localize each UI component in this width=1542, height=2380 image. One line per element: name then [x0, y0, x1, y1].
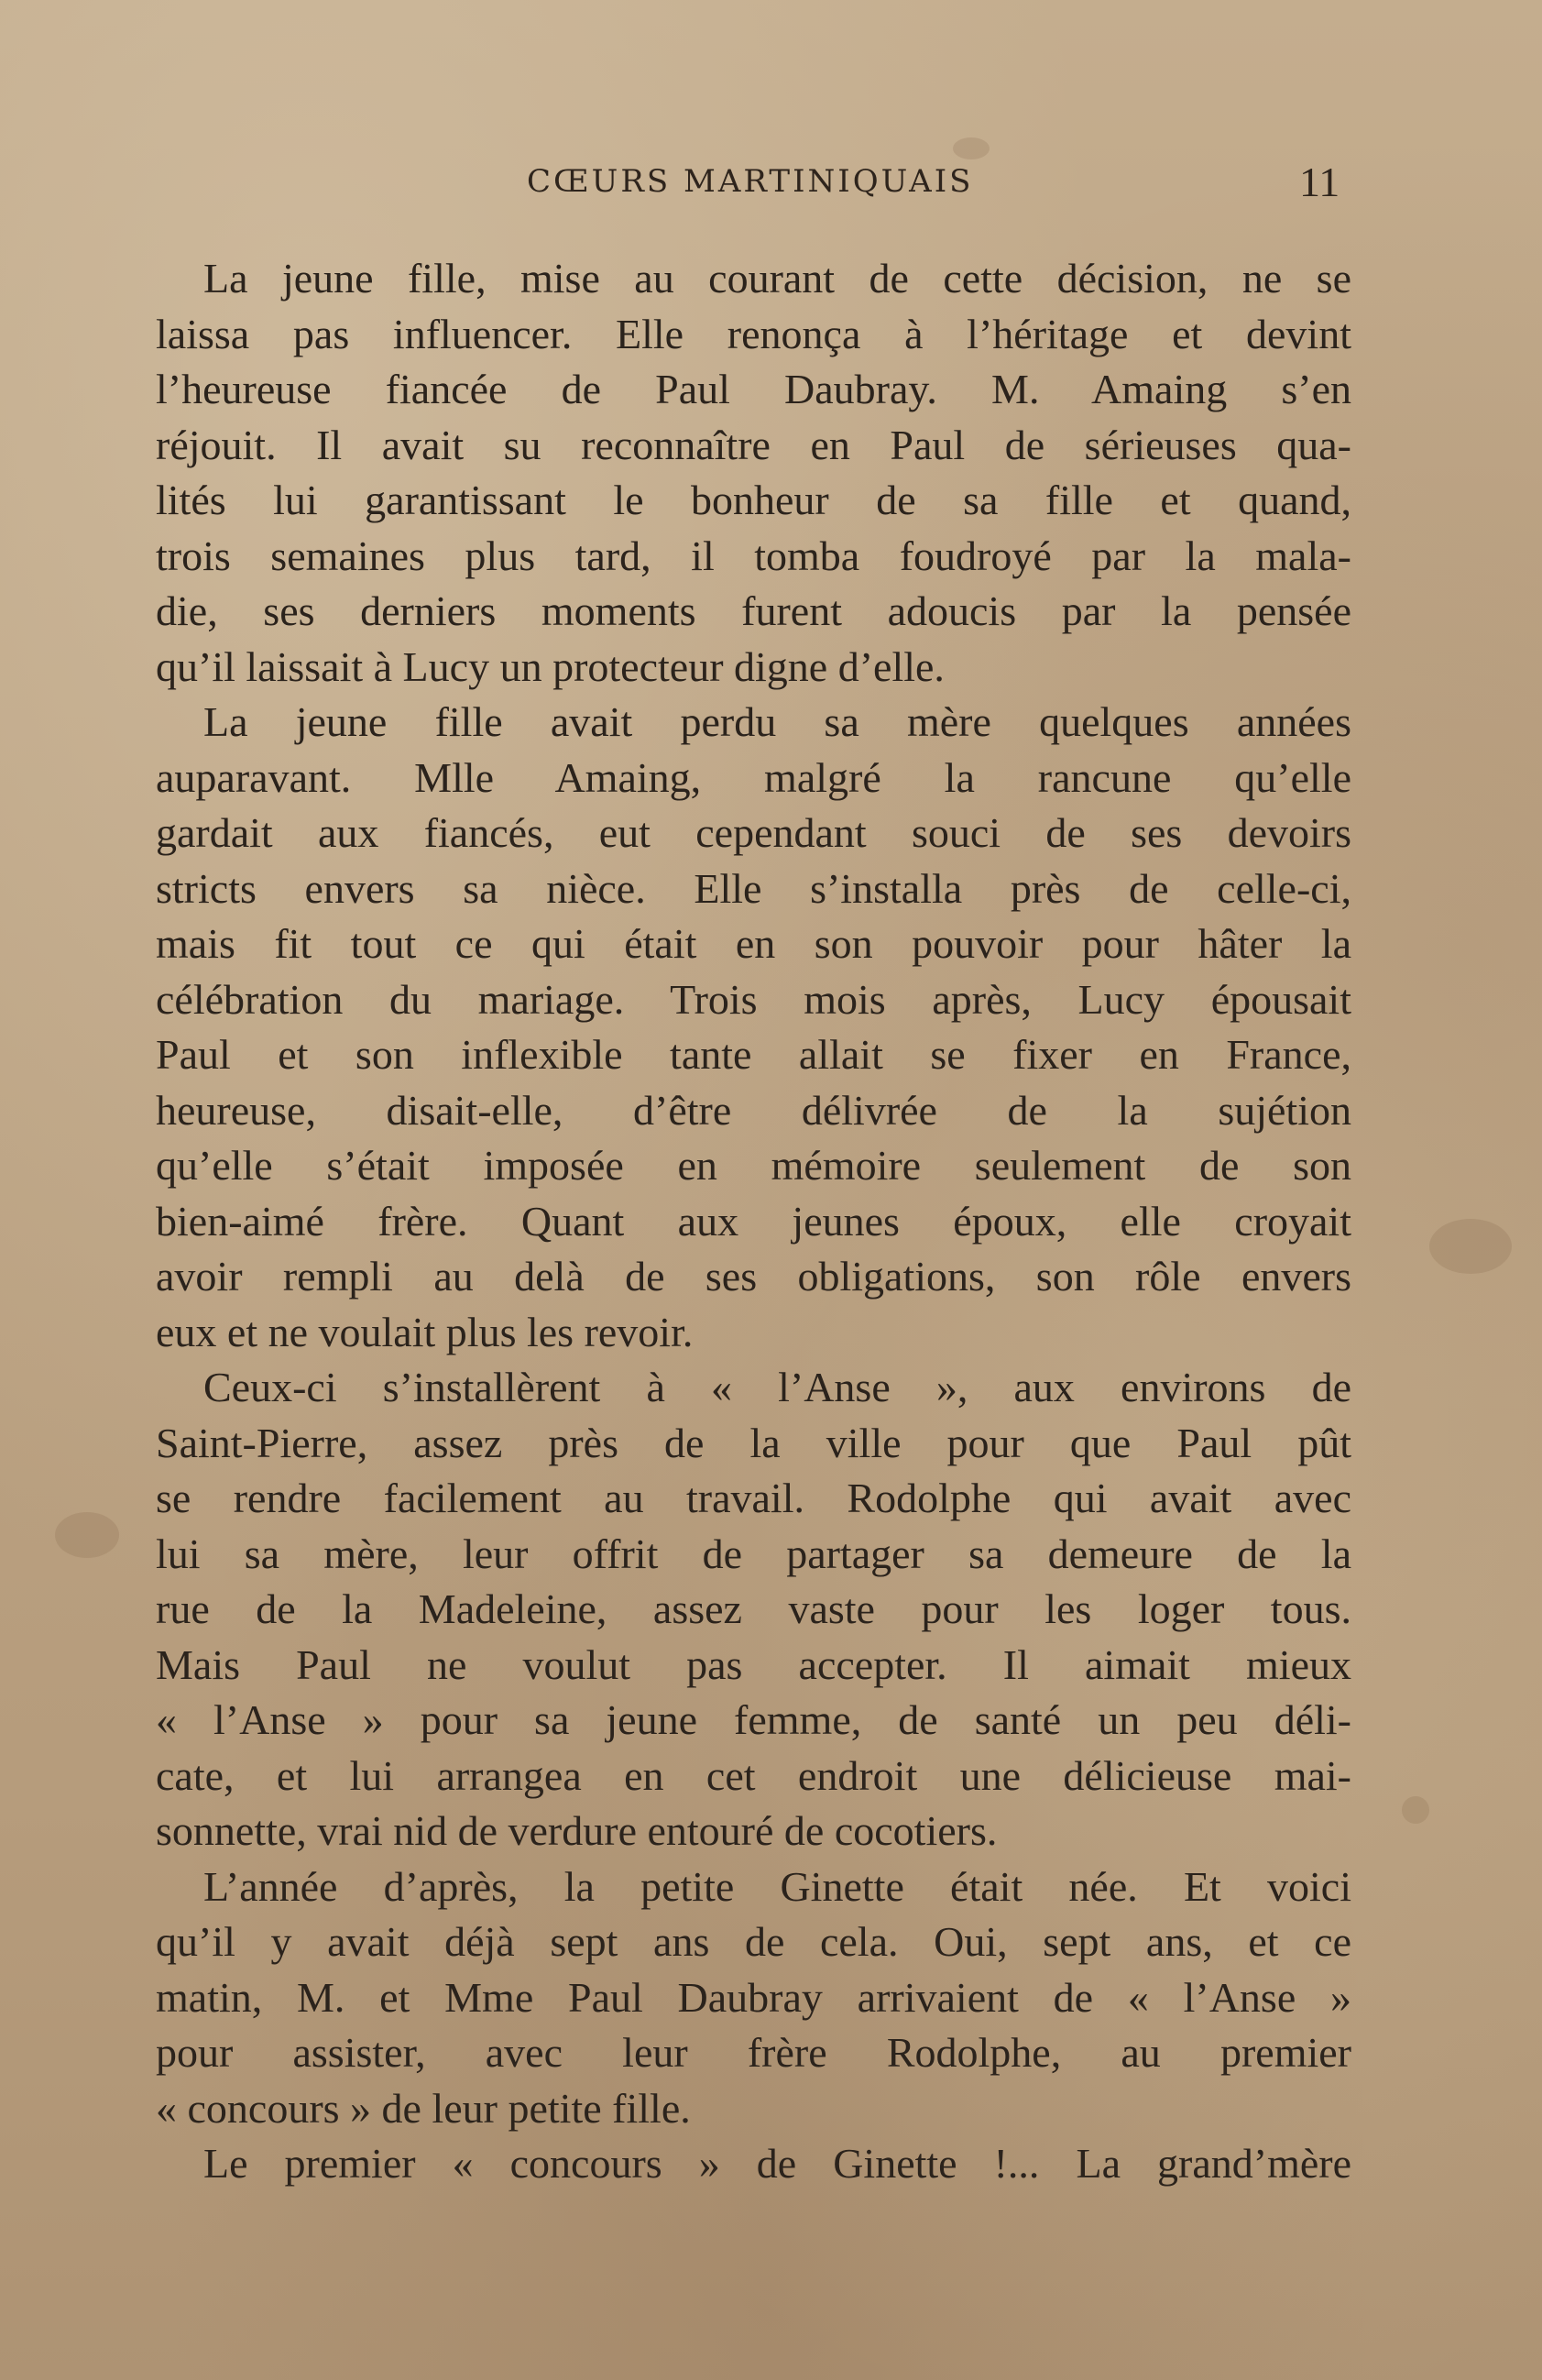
text-line: célébration du mariage. Trois mois après, Lucy épousait	[156, 975, 1351, 1023]
text-line: heureuse, disait-elle, d’être délivrée de la sujétion	[156, 1086, 1351, 1134]
text-line: Saint-Pierre, assez près de la ville pour que Paul pût	[156, 1419, 1351, 1466]
text-line: avoir rempli au delà de ses obligations, son rôle envers	[156, 1253, 1351, 1300]
text-line: auparavant. Mlle Amaing, malgré la rancune qu’elle	[156, 753, 1351, 801]
text-line: die, ses derniers moments furent adoucis par la pensée	[156, 587, 1351, 634]
body-text	[156, 251, 1351, 2192]
text-line: lités lui garantissant le bonheur de sa fille et quand,	[156, 477, 1351, 523]
text-line: trois semaines plus tard, il tomba foudroyé par la mala-	[156, 532, 1351, 579]
text-line: lui sa mère, leur offrit de partager sa demeure de la	[156, 1530, 1351, 1577]
paper-stain	[55, 1512, 119, 1558]
text-line: Ceux-ci s’installèrent à « l’Anse », aux environs de	[203, 1364, 1351, 1410]
text-line: cate, et lui arrangea en cet endroit une délicieuse mai-	[156, 1751, 1351, 1799]
text-line: l’heureuse fiancée de Paul Daubray. M. Amaing s’en	[156, 366, 1351, 412]
paper-stain	[1402, 1796, 1429, 1824]
text-line: gardait aux fiancés, eut cependant souci de ses devoirs	[156, 809, 1351, 856]
text-line: qu’il laissait à Lucy un protecteur digne d’elle.	[156, 642, 945, 690]
paper-stain	[1429, 1219, 1512, 1274]
page-number: 11	[1299, 159, 1340, 205]
text-line: Mais Paul ne voulut pas accepter. Il aimait mieux	[156, 1640, 1351, 1688]
text-line: Le premier « concours » de Ginette !... La grand’mère	[203, 2140, 1351, 2187]
running-title: CŒURS MARTINIQUAIS	[527, 163, 974, 200]
text-line: laissa pas influencer. Elle renonça à l’héritage et devint	[156, 310, 1351, 357]
page-header	[0, 158, 1542, 213]
text-line: mais fit tout ce qui était en son pouvoir pour hâter la	[156, 920, 1351, 967]
text-line: matin, M. et Mme Paul Daubray arrivaient de « l’Anse »	[156, 1973, 1351, 2021]
text-line: « concours » de leur petite fille.	[156, 2084, 691, 2132]
text-line: pour assister, avec leur frère Rodolphe, au premier	[156, 2029, 1351, 2076]
text-line: qu’elle s’était imposée en mémoire seulement de son	[156, 1142, 1351, 1189]
text-line: L’année d’après, la petite Ginette était née. Et voici	[203, 1862, 1351, 1910]
text-line: sonnette, vrai nid de verdure entouré de cocotiers.	[156, 1807, 998, 1854]
text-line: eux et ne voulait plus les revoir.	[156, 1308, 694, 1355]
text-line: Paul et son inflexible tante allait se fixer en France,	[156, 1031, 1351, 1078]
text-line: bien-aimé frère. Quant aux jeunes époux, elle croyait	[156, 1197, 1351, 1245]
text-line: La jeune fille, mise au courant de cette décision, ne se	[203, 255, 1351, 302]
text-line: réjouit. Il avait su reconnaître en Paul de sérieuses qua-	[156, 421, 1351, 468]
text-line: La jeune fille avait perdu sa mère quelques années	[203, 698, 1351, 745]
text-line: « l’Anse » pour sa jeune femme, de santé un peu déli-	[156, 1696, 1351, 1743]
text-line: stricts envers sa nièce. Elle s’installa près de celle-ci,	[156, 864, 1351, 912]
text-line: qu’il y avait déjà sept ans de cela. Oui, sept ans, et ce	[156, 1918, 1351, 1965]
text-line: se rendre facilement au travail. Rodolphe qui avait avec	[156, 1475, 1351, 1521]
text-line: rue de la Madeleine, assez vaste pour les loger tous.	[156, 1585, 1351, 1632]
paper-stain	[953, 137, 990, 159]
